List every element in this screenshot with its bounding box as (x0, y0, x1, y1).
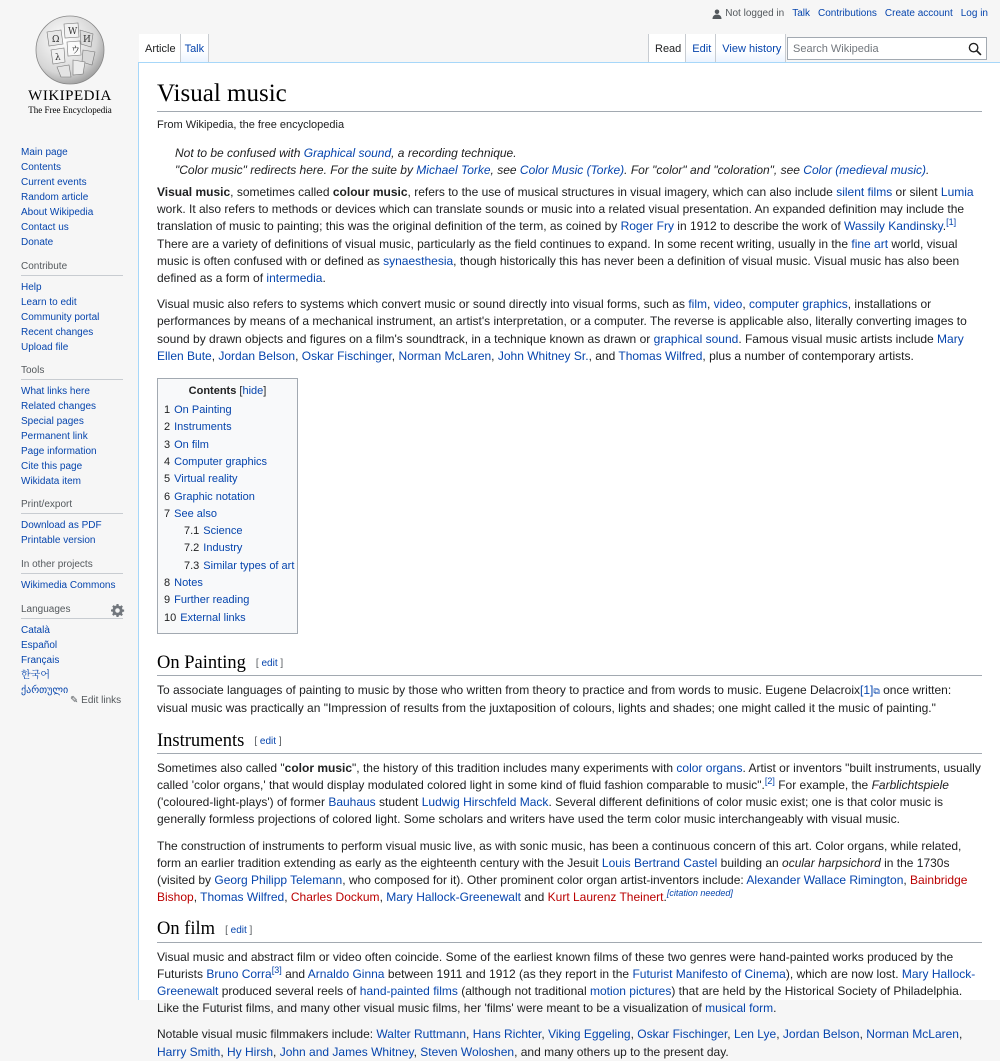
text-run: building an (717, 855, 783, 870)
link[interactable]: Oskar Fischinger (301, 348, 392, 363)
sidebar-list-item (21, 384, 123, 399)
sidebar-list-item (21, 235, 123, 250)
svg-text:И: И (83, 35, 91, 45)
text-run: , (466, 1027, 473, 1042)
print-portal (21, 499, 123, 548)
section-paragraph (157, 1026, 982, 1060)
text-run: , (742, 297, 750, 312)
sidebar-list-item (21, 668, 123, 683)
reference-link[interactable]: [1] (946, 217, 957, 228)
reference-link[interactable]: [3] (271, 964, 282, 975)
search-icon[interactable] (968, 42, 982, 61)
toc-link[interactable]: See also (174, 507, 217, 520)
search-input[interactable] (788, 38, 958, 59)
toc-number: 6 (164, 490, 171, 503)
table-of-contents (157, 378, 298, 634)
toc-link[interactable]: Virtual reality (174, 473, 238, 486)
tab-article[interactable]: Article (139, 34, 181, 63)
tab-read[interactable]: Read (648, 34, 686, 63)
toc-item[interactable] (164, 540, 291, 557)
text-run: , (727, 1027, 734, 1042)
link[interactable]: Color (medieval music) (803, 163, 926, 177)
toc-item[interactable] (164, 437, 291, 454)
sidebar-item-language-2[interactable]: Français (21, 655, 60, 666)
text-run: , a recording technique. (391, 146, 517, 160)
red-link[interactable]: Bainbridge Bishop (157, 873, 968, 905)
link[interactable]: fine art (851, 236, 889, 251)
text-run: Visual music (157, 185, 231, 199)
external-link-icon: ⧉ (873, 686, 880, 697)
toc-item[interactable] (164, 454, 291, 471)
text-run: between 1911 and 1912 (as they report in the (384, 966, 633, 981)
link[interactable]: Steven Woloshen (420, 1044, 515, 1059)
text-run: , (706, 297, 714, 312)
link[interactable]: graphical sound (653, 331, 739, 346)
toc-item[interactable] (164, 419, 291, 436)
toc-hide-link[interactable]: hide (242, 385, 264, 398)
red-link[interactable]: Charles Dockum (290, 890, 380, 905)
text-run: , (284, 890, 291, 905)
sidebar-item-contribute-4[interactable]: Upload file (21, 342, 69, 353)
section-paragraph (157, 682, 982, 717)
toc-link[interactable]: Graphic notation (174, 490, 255, 503)
text-run: , and (588, 348, 619, 363)
sidebar-list-item (21, 429, 123, 444)
section-paragraph (157, 760, 982, 829)
text-run: ocular harpsichord (782, 855, 881, 870)
sidebar-item-main-4[interactable]: About Wikipedia (21, 207, 94, 218)
toc-title (164, 385, 291, 397)
sidebar-list-item (21, 414, 123, 429)
edit-section-link[interactable]: edit (230, 924, 247, 936)
link[interactable]: Arnaldo Ginna (307, 966, 385, 981)
text-run: [hide] (239, 385, 267, 398)
toc-link[interactable]: Science (203, 525, 243, 538)
link[interactable]: computer graphics (749, 297, 848, 312)
text-run: Contents (188, 385, 237, 398)
text-run (946, 217, 956, 227)
toc-number: 4 (164, 455, 171, 468)
link[interactable]: Louis Bertrand Castel (601, 855, 718, 870)
user-icon (712, 9, 722, 19)
toc-number: 2 (164, 421, 171, 434)
link[interactable]: Hans Richter (472, 1027, 542, 1042)
toc-item[interactable] (164, 506, 291, 523)
sidebar-list-item (21, 190, 123, 205)
edit-section-link[interactable]: edit (259, 735, 277, 747)
text-run: , see (490, 163, 520, 177)
create-account-link[interactable]: Create account (884, 8, 953, 19)
link[interactable]: synaesthesia (383, 253, 454, 268)
section-heading-on-film (157, 918, 982, 942)
text-run: . (663, 890, 667, 905)
link[interactable]: film (688, 297, 707, 312)
link[interactable]: video (713, 297, 743, 312)
text-run: [ edit ] (255, 658, 284, 670)
text-run: or silent (892, 185, 941, 199)
sidebar-item-main-5[interactable]: Contact us (21, 222, 69, 233)
link[interactable]: Futurist Manifesto of Cinema (632, 966, 786, 981)
pencil-icon: ✎ (70, 695, 79, 706)
section-heading-instruments (157, 730, 982, 754)
sidebar-list-item (21, 533, 123, 548)
hatnote (157, 145, 982, 162)
link[interactable]: John Whitney Sr. (497, 348, 589, 363)
sidebar-list-item (21, 295, 123, 310)
toc-number: 7.3 (184, 559, 200, 572)
text-run: "Color music" redirects here. For the suite by (175, 163, 417, 177)
personal-tools (712, 8, 988, 19)
sidebar-list-item (21, 340, 123, 355)
sidebar-list-item (21, 220, 123, 235)
hatnote (157, 162, 982, 179)
toc-link[interactable]: Instruments (174, 421, 232, 434)
link[interactable]: Color Music (Torke) (519, 163, 625, 177)
gear-icon[interactable] (111, 604, 124, 622)
text-run: work. It also refers to methods or devices which can translate sounds or music into a related visual presentation. An expanded definition may include the translation of music to painting; this was the original definition of the term, as coined by (157, 202, 965, 234)
sidebar-item-contribute-1[interactable]: Learn to edit (21, 297, 77, 308)
contributions-link[interactable]: Contributions (818, 8, 877, 19)
text-run: , (958, 1027, 963, 1042)
page-title: Visual music (157, 79, 982, 112)
sidebar-list-item (21, 653, 123, 668)
svg-text:Ω: Ω (52, 35, 60, 45)
link[interactable]: Thomas Wilfred (618, 348, 703, 363)
text-run: color music (284, 760, 353, 775)
text-run: , plus a number of contemporary artists. (702, 348, 914, 363)
text-run: ", the history of this tradition includes many experiments with (352, 760, 677, 775)
text-run: There are a variety of definitions of visual music, particularly as the field continues to expand. In some recent writing, usually in the (157, 236, 852, 251)
intro-paragraph (157, 296, 982, 365)
sidebar-list-item (21, 399, 123, 414)
sidebar-list-item (21, 325, 123, 340)
text-run: Sometimes also called " (157, 760, 285, 775)
text-run: To associate languages of painting to music by those who written from theory to practice and from words to music. Eugene Delacroix (157, 683, 861, 698)
link[interactable]: intermedia (266, 271, 323, 286)
text-run: ) that are held by the Historical Society of Philadelphia. Like the Futurist films, and many other visual music films, her 'films' were meant to be a visualization of (157, 984, 963, 1016)
toc-item[interactable] (164, 471, 291, 488)
sidebar-item-language-4[interactable]: ქართული (21, 685, 69, 696)
text-run: in the 1730s (visited by (157, 855, 950, 888)
text-run: , and many others up to the present day. (514, 1044, 729, 1059)
edit-links[interactable] (70, 695, 121, 706)
toc-link[interactable]: Notes (174, 577, 203, 589)
text-run: , (859, 1027, 867, 1042)
text-run: Visual music and abstract film or video often coincide. Some of the earliest known films of these two genres were hand-painted works produced by the Futurists (157, 949, 954, 981)
toc-number: 3 (164, 438, 171, 451)
toc-number: 1 (164, 404, 171, 417)
text-run: (although not traditional (457, 984, 590, 999)
view-tabs (648, 34, 786, 63)
sidebar-item-main-2[interactable]: Current events (21, 177, 87, 188)
text-run: Notable visual music filmmakers include: (157, 1027, 377, 1042)
print-heading: Print/export (21, 499, 123, 514)
sidebar (0, 0, 138, 1000)
text-run: colour music (332, 185, 408, 199)
section-paragraph (157, 838, 982, 907)
text-run: . For "color" and "coloration", see (624, 163, 804, 177)
toc-link[interactable]: On Painting (174, 404, 232, 417)
link[interactable]: Mary Hallock-Greenewalt (157, 966, 976, 999)
link[interactable]: Mary Hallock-Greenewalt (386, 890, 521, 905)
text-run: and (281, 966, 308, 981)
wikipedia-wordmark: WIKIPEDIA (28, 88, 112, 104)
sidebar-item-tools-5[interactable]: Cite this page (21, 461, 83, 472)
text-run: , (220, 1044, 228, 1059)
site-subtitle: From Wikipedia, the free encyclopedia (157, 119, 345, 131)
link[interactable]: Michael Torke (416, 163, 491, 177)
text-run: On Painting (157, 652, 246, 673)
text-run: , (630, 1027, 638, 1042)
sidebar-item-tools-1[interactable]: Related changes (21, 401, 97, 412)
text-run: in 1912 to describe the work of (673, 219, 845, 234)
text-run: , (193, 890, 201, 905)
link[interactable]: Ludwig Hirschfeld Mack (421, 795, 549, 810)
text-run: [ edit ] (225, 924, 253, 936)
text-run: , (541, 1027, 549, 1042)
tab-talk[interactable]: Talk (181, 34, 210, 63)
section-paragraph (157, 949, 982, 1018)
sidebar-list-item (21, 518, 123, 533)
text-run: , (379, 890, 387, 905)
text-run: [ edit ] (254, 735, 282, 747)
toc-number: 10 (164, 611, 177, 624)
languages-portal (21, 604, 123, 698)
link[interactable]: Wassily Kandinsky (844, 219, 943, 234)
not-logged-in (712, 8, 784, 19)
toc-item[interactable] (164, 575, 291, 592)
text-run: , refers to the use of musical structures in visual imagery, which can also include (407, 185, 837, 199)
text-run: , (211, 348, 219, 363)
text-run: ('coloured-light-plays') of former (157, 795, 329, 810)
sidebar-list-item (21, 205, 123, 220)
text-run: student (375, 795, 422, 810)
text-run: , (295, 348, 302, 363)
sidebar-list-item (21, 623, 123, 638)
svg-text:W: W (68, 27, 78, 37)
sidebar-item-language-0[interactable]: Català (21, 625, 50, 636)
toc-link[interactable]: Industry (203, 542, 243, 555)
projects-heading: In other projects (21, 559, 123, 574)
text-run: The construction of instruments to perform visual music live, as with sonic music, has been a continuous concern of this art. Color organs, while related, form an earlier tradition extending as early as the eighteenth century with the Jesuit (157, 838, 962, 870)
link[interactable]: Alexander Wallace Rimington (746, 873, 904, 888)
text-run: . (942, 219, 947, 234)
link[interactable]: Jordan Belson (782, 1027, 860, 1042)
sidebar-list-item (21, 638, 123, 653)
text-run: , (391, 348, 399, 363)
sidebar-item-main-3[interactable]: Random article (21, 192, 89, 203)
sidebar-item-language-1[interactable]: Español (21, 640, 58, 651)
text-run (272, 965, 282, 975)
sidebar-item-main-0[interactable]: Main page (21, 147, 68, 158)
sidebar-item-contribute-2[interactable]: Community portal (21, 312, 100, 323)
sidebar-item-tools-2[interactable]: Special pages (21, 416, 84, 427)
sidebar-item-main-1[interactable]: Contents (21, 162, 62, 173)
text-run: . (322, 271, 326, 286)
wikipedia-tagline: The Free Encyclopedia (28, 105, 112, 115)
login-link[interactable]: Log in (960, 8, 988, 19)
section-heading-on-painting (157, 652, 982, 676)
contribute-heading: Contribute (21, 261, 123, 276)
text-run: Farblichtspiele (871, 778, 949, 792)
sidebar-list-item (21, 459, 123, 474)
link[interactable]: motion pictures (589, 984, 672, 999)
text-run: . (773, 1001, 777, 1016)
text-run: , (491, 348, 498, 363)
toc-link[interactable]: On film (174, 438, 209, 451)
sidebar-list-item (21, 160, 123, 175)
text-run: , who composed for it). Other prominent color organ artist-inventors include: (342, 873, 747, 888)
edit-section-link[interactable]: edit (261, 658, 278, 670)
text-run: , sometimes called (230, 185, 333, 199)
red-link[interactable]: Kurt Laurenz Theinert (547, 890, 664, 905)
toc-link[interactable]: Computer graphics (174, 455, 268, 468)
text-run: Visual music also refers to systems which convert music or sound directly into visual forms, such as (157, 297, 689, 312)
not-logged-in-label: Not logged in (725, 8, 785, 19)
toc-item[interactable] (164, 610, 291, 627)
link[interactable]: Jordan Belson (218, 348, 296, 363)
link[interactable]: Hy Hirsh (227, 1044, 274, 1059)
text-run (667, 888, 733, 898)
text-run: once written: visual music was practically an "Impression of results from the juxtaposition of colours, lights and shades; one might called it the music of painting." (157, 683, 952, 716)
languages-heading: Languages (21, 604, 123, 619)
text-run: Not to be confused with (175, 146, 304, 160)
link[interactable]: John and James Whitney (279, 1044, 414, 1059)
link[interactable]: musical form (705, 1001, 774, 1016)
sidebar-item-print-1[interactable]: Printable version (21, 535, 96, 546)
sidebar-item-projects-0[interactable]: Wikimedia Commons (21, 580, 116, 591)
tools-portal (21, 365, 123, 489)
text-run: . Several different definitions of color music exist; one is that color music is generally formless projections of colored light. Some scholars and writers have used the term color music interchangeably with visual music. (157, 795, 944, 827)
link[interactable]: hand-painted films (359, 984, 458, 999)
sidebar-item-language-3[interactable]: 한국어 (21, 670, 50, 681)
link[interactable]: Mary Ellen Bute (157, 331, 964, 363)
link[interactable]: Lumia (940, 185, 974, 199)
toc-item[interactable] (164, 489, 291, 506)
text-run: produced several reels of (218, 984, 360, 999)
sidebar-list-item (21, 578, 123, 593)
toc-link[interactable]: Similar types of art (203, 559, 295, 572)
text-run: world, visual music is often confused with or defined as (157, 236, 958, 268)
toc-link[interactable]: External links (180, 611, 246, 624)
sidebar-item-contribute-3[interactable]: Recent changes (21, 327, 94, 338)
hatnotes (157, 145, 982, 179)
talk-link[interactable]: Talk (792, 8, 810, 19)
toc-number: 7.2 (184, 542, 200, 555)
sidebar-list-item (21, 175, 123, 190)
link[interactable]: Georg Philipp Telemann (214, 873, 343, 888)
reference-link[interactable]: [1] (860, 683, 874, 698)
link[interactable]: Bauhaus (328, 795, 376, 810)
toc-number: 9 (164, 594, 171, 607)
text-run: , though historically this has never been a definition of visual music. Visual music has also been defined as a form of (157, 253, 960, 286)
sidebar-item-tools-6[interactable]: Wikidata item (21, 476, 82, 487)
sidebar-item-contribute-0[interactable]: Help (21, 282, 42, 293)
sidebar-list-item (21, 444, 123, 459)
text-run: , installations or performances by means of a mechanical instrument, an artist's interpretation, or a computer. The reverse is applicable also, literally converting images to sound by drawn objects and figures on a film's soundtrack, in a technique known as drawn or (157, 297, 967, 346)
link[interactable]: Norman McLaren (866, 1027, 959, 1042)
text-run: , (413, 1044, 421, 1059)
sidebar-item-tools-0[interactable]: What links here (21, 386, 90, 397)
globe-icon (33, 10, 107, 86)
link[interactable]: Norman McLaren (398, 348, 492, 363)
link[interactable]: Harry Smith (157, 1044, 221, 1059)
toc-link[interactable]: Further reading (174, 594, 250, 607)
contribute-portal (21, 261, 123, 355)
toc-item[interactable] (164, 523, 291, 540)
projects-portal (21, 559, 123, 593)
citation-needed-link[interactable]: [citation needed] (666, 888, 733, 899)
svg-text:λ: λ (55, 53, 61, 63)
toc-item[interactable] (164, 402, 291, 419)
text-run: and (520, 890, 548, 905)
text-run: . (925, 163, 930, 177)
link[interactable]: Walter Ruttmann (376, 1027, 467, 1042)
sidebar-item-tools-3[interactable]: Permanent link (21, 431, 88, 442)
intro-paragraph (157, 184, 982, 287)
link[interactable]: silent films (836, 185, 893, 199)
link[interactable]: color organs (676, 760, 743, 775)
link[interactable]: Thomas Wilfred (200, 890, 285, 905)
text-run: , (776, 1027, 783, 1042)
link[interactable]: Oskar Fischinger (637, 1027, 728, 1042)
edit-links-label: Edit links (81, 695, 122, 706)
sidebar-list-item (21, 474, 123, 489)
link[interactable]: Graphical sound (303, 146, 392, 160)
text-run (765, 776, 775, 786)
text-run: , (903, 873, 911, 888)
toc-number: 5 (164, 473, 171, 486)
link[interactable]: Viking Eggeling (548, 1027, 631, 1042)
content-area (138, 62, 1000, 1059)
toc-number: 7.1 (184, 525, 200, 538)
tab-edit[interactable]: Edit (686, 34, 716, 63)
sidebar-item-print-0[interactable]: Download as PDF (21, 520, 102, 531)
text-run: , (273, 1044, 280, 1059)
text-run: . Famous visual music artists include (738, 331, 938, 346)
sidebar-item-tools-4[interactable]: Page information (21, 446, 97, 457)
sidebar-list-item (21, 280, 123, 295)
toc-item[interactable] (164, 592, 291, 609)
tab-view-history[interactable]: View history (716, 34, 786, 63)
search-box (787, 37, 987, 60)
text-run: Instruments (157, 730, 245, 751)
svg-text:ウ: ウ (71, 46, 81, 56)
sidebar-list-item (21, 145, 123, 160)
tools-heading: Tools (21, 365, 123, 380)
toc-number: 8 (164, 577, 171, 589)
navigation-portal (21, 145, 123, 250)
text-run: . Artist or inventors "built instruments, usually called 'color organs,' that would display modulated colored light in some kind of fluid fashion comparable to music". (157, 760, 981, 792)
namespace-tabs (139, 34, 209, 63)
link[interactable]: Roger Fry (620, 219, 674, 234)
text-run: On film (157, 919, 216, 940)
sidebar-item-main-6[interactable]: Donate (21, 237, 54, 248)
link[interactable]: Bruno Corra (206, 966, 272, 981)
toc-number: 7 (164, 507, 171, 520)
text-run: ), which are now lost. (785, 966, 902, 981)
toc-item[interactable] (164, 558, 295, 575)
reference-link[interactable]: [2] (764, 776, 775, 786)
link[interactable]: Len Lye (733, 1027, 777, 1042)
text-run: For example, the (774, 778, 872, 792)
wikipedia-logo[interactable] (20, 10, 120, 122)
sidebar-list-item (21, 310, 123, 325)
